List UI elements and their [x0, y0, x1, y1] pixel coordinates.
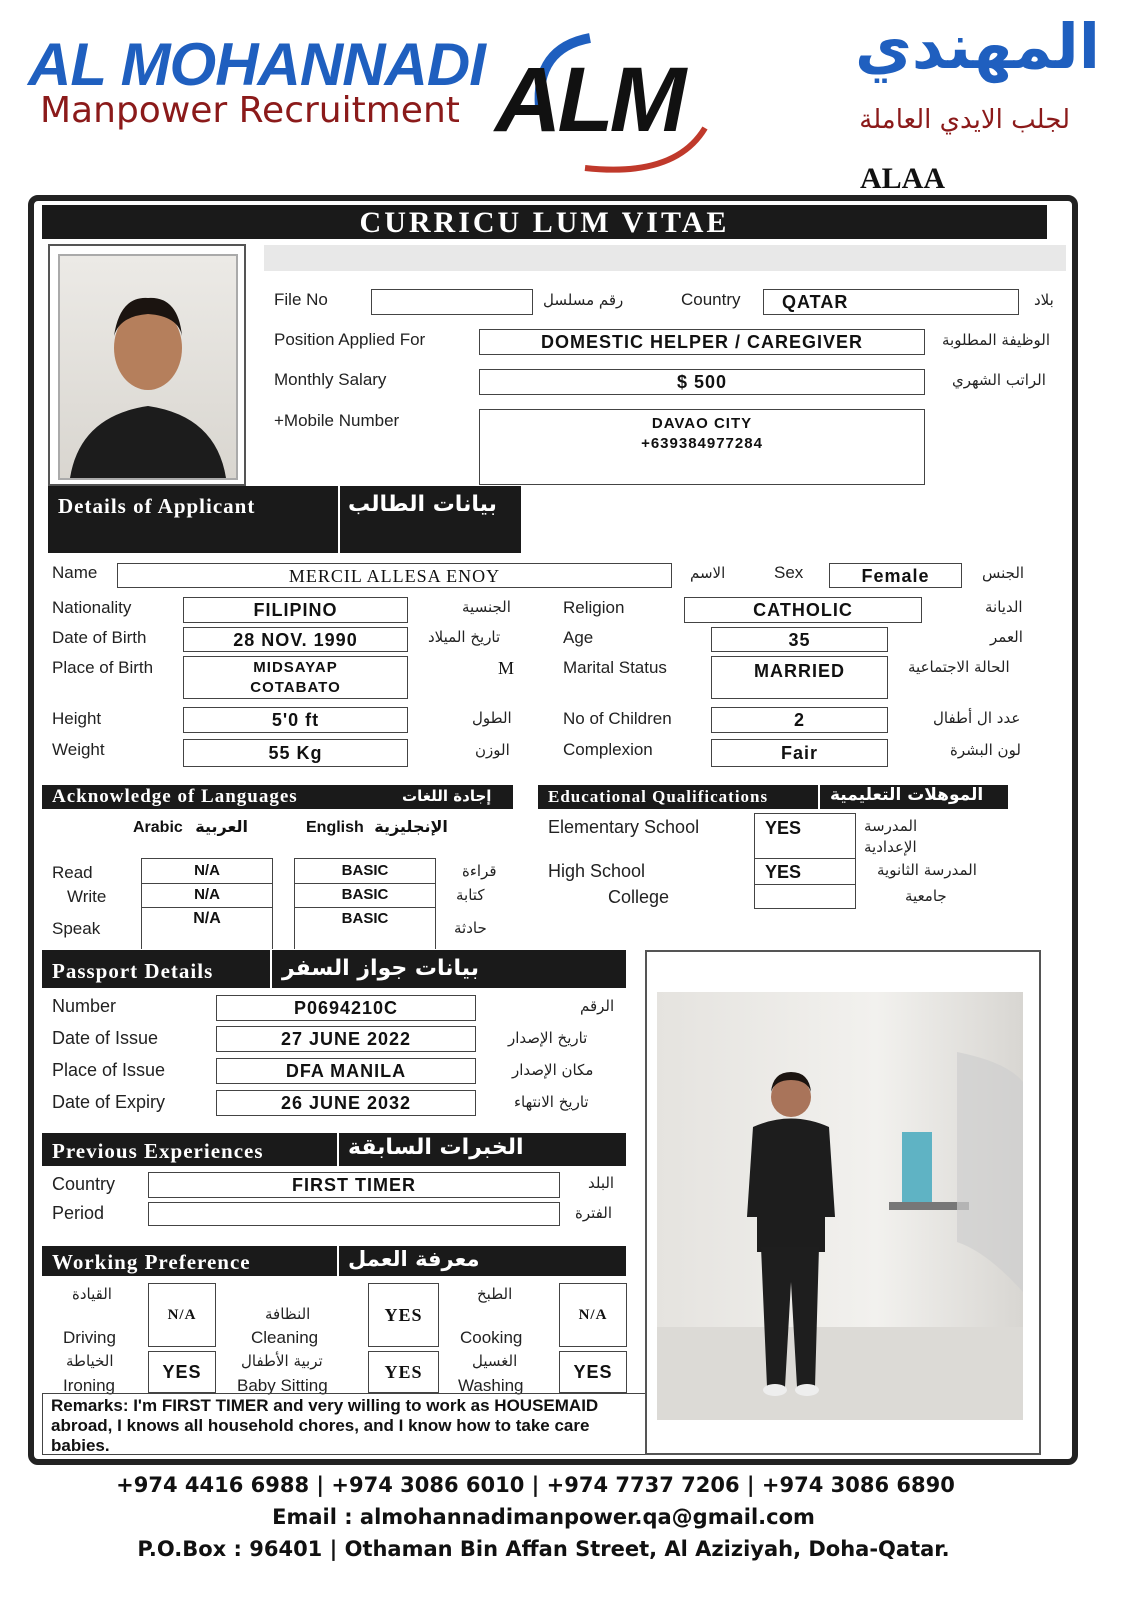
- nationality-ar: الجنسية: [462, 598, 511, 616]
- cooking-label: Cooking: [460, 1328, 523, 1347]
- mobile-number: +639384977284: [641, 435, 763, 452]
- nationality-field: FILIPINO: [183, 597, 408, 623]
- details-header-en: Details of Applicant: [58, 494, 256, 518]
- elementary-value: YES: [765, 818, 802, 838]
- brand-name-ar: المهندي: [855, 10, 1100, 83]
- experience-period-field: [148, 1202, 560, 1226]
- children-field: 2: [711, 707, 888, 733]
- baby-label: Baby Sitting: [237, 1376, 328, 1395]
- college-ar: جامعية: [905, 887, 947, 905]
- passport-header-en: Passport Details: [52, 959, 214, 983]
- pob-line2: COTABATO: [250, 678, 341, 696]
- passport-expiry-label: Date of Expiry: [52, 1092, 166, 1112]
- mobile-label: +Mobile Number: [274, 411, 400, 430]
- brand-subtitle-ar: لجلب الايدي العاملة: [859, 105, 1070, 135]
- preference-header-ar: معرفة العمل: [348, 1247, 480, 1271]
- lang-col-english: [306, 817, 448, 837]
- cv-title: CURRICU LUM VITAE: [359, 206, 730, 239]
- marital-ar: الحالة الاجتماعية: [908, 658, 1010, 676]
- height-ar: الطول: [472, 709, 512, 727]
- experience-country-ar: البلد: [588, 1174, 615, 1192]
- passport-expiry-field: 26 JUNE 2032: [216, 1090, 476, 1116]
- ironing-label: Ironing: [63, 1376, 115, 1395]
- lang-col-arabic: [133, 817, 248, 837]
- elementary-ar-1: المدرسة: [864, 817, 918, 835]
- alm-logo-text: ALM: [495, 49, 683, 151]
- salary-ar: الراتب الشهري: [952, 371, 1046, 389]
- passport-number-ar: الرقم: [580, 997, 615, 1015]
- file-no-ar: رقم مسلسل: [543, 291, 624, 309]
- pob-field: [183, 656, 408, 699]
- footer-phones: +974 4416 6988 | +974 3086 6010 | +974 7737 7206 | +974 3086 6890: [116, 1473, 955, 1497]
- lang-write-ar: كتابة: [456, 886, 485, 904]
- pob-line1: MIDSAYAP: [253, 658, 338, 676]
- marital-field: MARRIED: [711, 656, 888, 699]
- education-header-en: Educational Qualifications: [548, 787, 769, 806]
- height-field: 5'0 ft: [183, 707, 408, 733]
- salary-field: $ 500: [479, 369, 925, 395]
- driving-ar: القيادة: [72, 1285, 112, 1303]
- religion-ar: الديانة: [985, 598, 1023, 616]
- age-field: 35: [711, 627, 888, 652]
- preference-header-en: Working Preference: [52, 1250, 251, 1274]
- brand-name-en: AL MOHANNADI: [28, 31, 485, 98]
- mobile-city: DAVAO CITY: [651, 415, 753, 432]
- title-shade: [264, 245, 1066, 271]
- preference-header: [42, 1246, 626, 1276]
- passport-issue-field: 27 JUNE 2022: [216, 1026, 476, 1052]
- candidate-code: ALAA: [860, 162, 946, 195]
- sex-field: Female: [829, 563, 962, 588]
- position-label: Position Applied For: [274, 330, 426, 349]
- lang-col-arabic-en: Arabic: [133, 819, 183, 836]
- lang-write-label: Write: [67, 887, 107, 906]
- weight-field: 55 Kg: [183, 739, 408, 767]
- education-header: [538, 785, 1008, 809]
- nationality-label: Nationality: [52, 598, 132, 617]
- pob-mark: M: [498, 658, 515, 678]
- details-header-ar: بيانات الطالب: [348, 492, 497, 517]
- children-label: No of Children: [563, 709, 672, 728]
- complexion-field: Fair: [711, 739, 888, 767]
- children-ar: عدد ال أطفال: [933, 709, 1021, 727]
- highschool-value: YES: [765, 862, 802, 882]
- lang-arabic-read: N/A: [194, 862, 220, 879]
- name-ar: الاسم: [690, 564, 726, 582]
- college-label: College: [608, 887, 670, 907]
- country-ar: بلاد: [1034, 291, 1054, 309]
- experience-period-label: Period: [52, 1203, 105, 1223]
- complexion-ar: لون البشرة: [950, 741, 1021, 759]
- lang-english-grid: [294, 858, 436, 949]
- lang-arabic-speak: N/A: [193, 910, 221, 927]
- age-label: Age: [563, 628, 594, 647]
- brand-subtitle-en: Manpower Recruitment: [40, 90, 460, 131]
- experience-header: [42, 1133, 626, 1166]
- dob-label: Date of Birth: [52, 628, 147, 647]
- elementary-label: Elementary School: [548, 817, 700, 837]
- remarks-text: Remarks: I'm FIRST TIMER and very willing to work as HOUSEMAID abroad, I knows all household chores, and I know how to take care babies.: [51, 1396, 599, 1455]
- footer-email: Email : almohannadimanpower.qa@gmail.com: [272, 1505, 815, 1529]
- baby-ar: تربية الأطفال: [241, 1352, 323, 1370]
- lang-english-speak: BASIC: [341, 910, 389, 927]
- lang-col-english-en: English: [306, 819, 364, 836]
- lang-read-ar: قراءة: [462, 862, 497, 880]
- highschool-label: High School: [548, 861, 646, 881]
- country-label: Country: [681, 290, 741, 309]
- weight-label: Weight: [52, 740, 105, 759]
- religion-label: Religion: [563, 598, 625, 617]
- cleaning-value: YES: [368, 1283, 439, 1347]
- experience-country-field: FIRST TIMER: [148, 1172, 560, 1198]
- weight-ar: الوزن: [475, 741, 510, 759]
- lang-col-arabic-ar: العربية: [195, 817, 248, 836]
- experience-country-label: Country: [52, 1174, 116, 1194]
- cv-title-bar: [42, 205, 1047, 239]
- position-ar: الوظيفة المطلوبة: [942, 331, 1050, 349]
- name-label: Name: [52, 563, 98, 582]
- position-field: DOMESTIC HELPER / CAREGIVER: [479, 329, 925, 355]
- lang-arabic-write: N/A: [194, 886, 220, 903]
- passport-number-label: Number: [52, 996, 117, 1016]
- footer-address: P.O.Box : 96401 | Othaman Bin Affan Street, Al Aziziyah, Doha-Qatar.: [137, 1537, 950, 1561]
- name-field: MERCIL ALLESA ENOY: [117, 563, 672, 588]
- religion-field: CATHOLIC: [684, 597, 922, 623]
- lang-arabic-grid: [141, 858, 273, 949]
- passport-header: [42, 950, 626, 988]
- passport-issue-label: Date of Issue: [52, 1028, 159, 1048]
- complexion-label: Complexion: [563, 740, 653, 759]
- education-header-ar: الموهلات التعليمية: [830, 785, 984, 805]
- passport-place-field: DFA MANILA: [216, 1058, 476, 1084]
- height-label: Height: [52, 709, 102, 728]
- driving-value: N/A: [148, 1283, 216, 1347]
- cooking-value: N/A: [559, 1283, 627, 1347]
- languages-header: [42, 785, 513, 809]
- remarks-box: [42, 1393, 646, 1455]
- experience-header-ar: الخبرات السابقة: [348, 1135, 524, 1160]
- dob-field: 28 NOV. 1990: [183, 627, 408, 652]
- passport-header-ar: بيانات جواز السفر: [282, 956, 480, 981]
- highschool-ar: المدرسة الثانوية: [877, 861, 977, 879]
- ironing-ar: الخياطة: [66, 1352, 114, 1370]
- pob-label: Place of Birth: [52, 658, 154, 677]
- alm-logo: [495, 18, 725, 183]
- applicant-photo-full: [645, 950, 1041, 1455]
- cooking-ar: الطبخ: [477, 1285, 513, 1303]
- baby-value: YES: [368, 1351, 439, 1393]
- experience-period-ar: الفترة: [575, 1204, 612, 1222]
- sex-ar: الجنس: [982, 564, 1025, 582]
- cleaning-ar: النظافة: [265, 1305, 311, 1323]
- lang-speak-label: Speak: [52, 919, 101, 938]
- details-header: [48, 486, 521, 553]
- age-ar: العمر: [990, 628, 1023, 646]
- sex-label: Sex: [774, 563, 804, 582]
- lang-english-write: BASIC: [341, 886, 389, 903]
- applicant-photo-portrait: [48, 244, 246, 486]
- passport-issue-ar: تاريخ الإصدار: [508, 1029, 588, 1047]
- mobile-field: [479, 409, 925, 485]
- languages-header-en: Acknowledge of Languages: [52, 786, 298, 807]
- dob-ar: تاريخ الميلاد: [428, 628, 501, 646]
- passport-place-ar: مكان الإصدار: [512, 1061, 594, 1079]
- file-no-label: File No: [274, 290, 328, 309]
- marital-label: Marital Status: [563, 658, 667, 677]
- lang-speak-ar: حادثة: [454, 919, 487, 937]
- file-no-field: [371, 289, 533, 315]
- lang-read-label: Read: [52, 863, 93, 882]
- passport-place-label: Place of Issue: [52, 1060, 166, 1080]
- driving-label: Driving: [63, 1328, 116, 1347]
- washing-ar: الغسيل: [472, 1352, 518, 1370]
- experience-header-en: Previous Experiences: [52, 1139, 264, 1163]
- country-field: QATAR: [763, 289, 1019, 315]
- lang-english-read: BASIC: [341, 862, 389, 879]
- cleaning-label: Cleaning: [251, 1328, 319, 1347]
- languages-header-ar: إجادة اللغات: [402, 787, 492, 805]
- lang-col-english-ar: الإنجليزية: [374, 817, 448, 836]
- washing-label: Washing: [458, 1376, 524, 1395]
- education-grid: [754, 813, 856, 909]
- elementary-ar-2: الإعدادية: [864, 838, 917, 856]
- washing-value: YES: [559, 1351, 627, 1393]
- passport-number-field: P0694210C: [216, 995, 476, 1021]
- salary-label: Monthly Salary: [274, 370, 387, 389]
- passport-expiry-ar: تاريخ الانتهاء: [514, 1093, 589, 1111]
- ironing-value: YES: [148, 1351, 216, 1393]
